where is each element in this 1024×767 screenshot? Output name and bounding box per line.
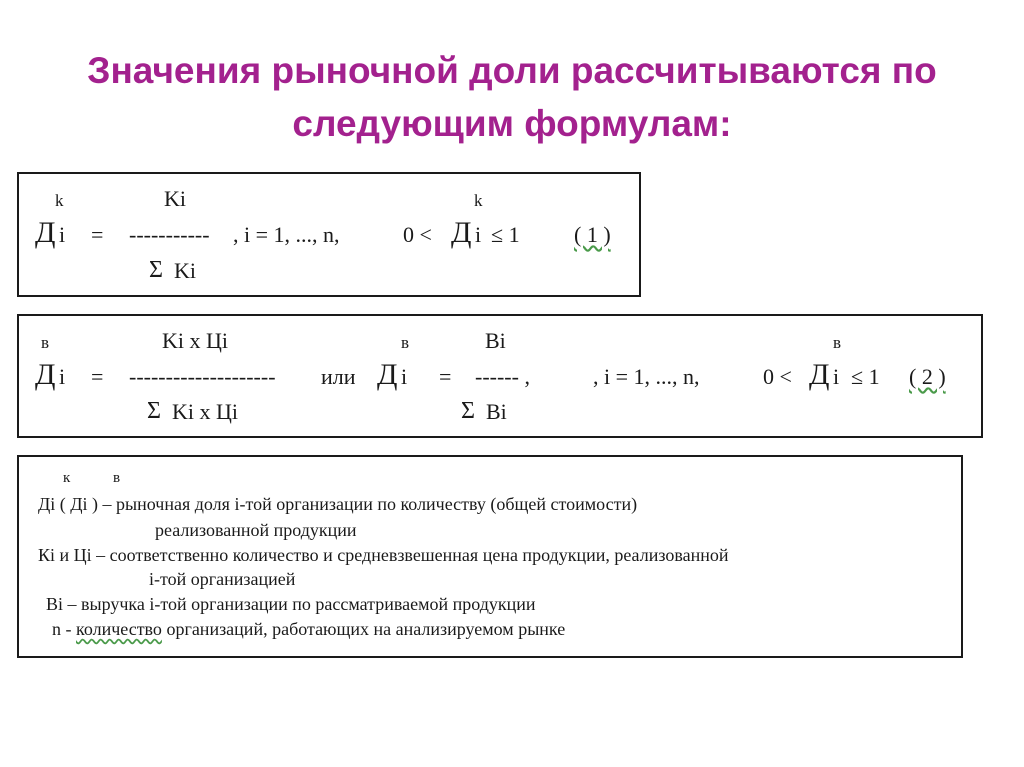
symbol-d: Д [35,216,56,249]
sigma-symbol: Σ [149,257,163,283]
symbol-d-3-subscript: i [833,364,840,389]
definition-count [52,620,565,638]
symbol-d-2: Д [377,358,398,391]
sigma-symbol-2: Σ [461,398,475,424]
symbol-d: Д [35,358,56,391]
superscript-k: к [63,470,71,486]
fraction-line-2: ------ , [475,364,530,389]
superscript-v-3: в [833,333,842,352]
superscript-k: k [55,191,64,210]
numerator-ki-ci: Ki х Цi [162,328,228,353]
definition-quantity-price-cont: i-той организацией [149,569,296,589]
superscript-v: в [113,470,121,486]
denominator-bi: Вi [486,399,507,424]
less-equal-one: ≤ 1 [491,222,520,247]
formula-box-1 [17,172,641,297]
definition-revenue: Вi – выручка i-той организации по рассматриваемой продукции [46,594,536,614]
equals-sign: = [91,364,104,389]
denominator-ki: Ki [174,258,196,283]
formula-number-1: ( 1 ) [574,222,611,247]
symbol-d-subscript: i [59,222,66,247]
numerator-ki: Ki [164,186,186,211]
slide-title-line-2: следующим формулам: [292,103,732,144]
superscript-v-2: в [401,333,410,352]
symbol-d-subscript: i [59,364,66,389]
symbol-d-2-subscript: i [401,364,408,389]
definition-count-rest: организаций, работающих на анализируемом рынке [161,619,566,639]
fraction-line: ----------- [129,222,210,247]
denominator-ki-ci: Ki х Цi [172,399,238,424]
or-word: или [321,364,356,389]
sigma-symbol: Σ [147,398,161,424]
superscript-k-2: k [474,191,483,210]
equals-sign-2: = [439,364,452,389]
symbol-d-2: Д [451,216,472,249]
fraction-line: -------------------- [129,364,276,389]
equals-sign: = [91,222,104,247]
definition-market-share-cont: реализованной продукции [155,520,357,540]
definition-count-word: количество [76,619,162,639]
formula-box-2 [17,314,983,438]
slide-title-line-1: Значения рыночной доли рассчитываются по [87,50,937,91]
zero-less-than: 0 < [403,222,432,247]
index-range: , i = 1, ..., n, [593,364,700,389]
index-range: , i = 1, ..., n, [233,222,340,247]
definition-market-share: Дi ( Дi ) – рыночная доля i-той организации по количеству (общей стоимости) [38,494,638,514]
numerator-bi: Вi [485,328,506,353]
less-equal-one: ≤ 1 [851,364,880,389]
definition-quantity-price: Кi и Цi – соответственно количество и средневзвешенная цена продукции, реализованной [38,545,729,565]
zero-less-than: 0 < [763,364,792,389]
definitions-box [17,455,963,658]
definition-count-n: n [52,619,61,639]
definition-count-dash: - [61,619,76,639]
formula-number-2: ( 2 ) [909,364,946,389]
symbol-d-2-subscript: i [475,222,482,247]
symbol-d-3: Д [809,358,830,391]
superscript-v: в [41,333,50,352]
